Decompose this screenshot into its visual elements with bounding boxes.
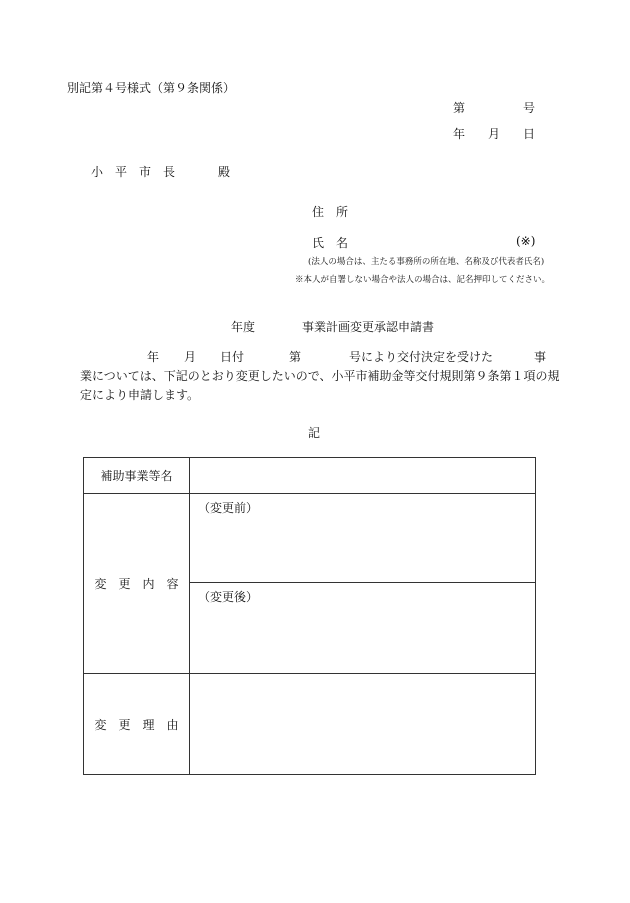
body-number-prefix: 第 (289, 350, 302, 364)
title-fiscal-year: 年度 (231, 320, 256, 334)
body-line-3: 定により申請します。 (80, 388, 200, 402)
corporation-note: (法人の場合は、主たる事務所の所在地、名称及び代表者氏名) (308, 257, 545, 267)
ki-heading: 記 (308, 426, 321, 440)
number-prefix: 第 (453, 101, 466, 115)
change-content-label: 変 更 内 容 (84, 494, 190, 674)
change-after-cell[interactable] (190, 583, 536, 674)
body-decision-text: 号により交付決定を受けた (349, 350, 494, 364)
seal-mark: (※) (516, 234, 536, 248)
address-label: 住 所 (312, 205, 349, 219)
signature-note: ※本人が自署しない場合や法人の場合は、記名押印してください。 (295, 275, 551, 285)
change-after-label: （変更後） (198, 590, 259, 604)
addressee-name: 小 平 市 長 (91, 165, 176, 179)
change-before-label: （変更前） (198, 501, 259, 515)
document-title: 事業計画変更承認申請書 (302, 320, 435, 334)
change-before-cell[interactable] (190, 494, 536, 583)
application-table (83, 457, 536, 775)
body-line-2: 業については、下記のとおり変更したいので、小平市補助金等交付規則第９条第１項の規 (80, 369, 560, 383)
project-name-field[interactable] (190, 458, 536, 494)
body-year: 年 (147, 350, 160, 364)
date-year: 年 (453, 127, 466, 141)
form-number: 別記第４号様式（第９条関係） (67, 81, 236, 95)
body-date: 日付 (220, 350, 245, 364)
addressee-honorific: 殿 (218, 165, 231, 179)
project-name-label: 補助事業等名 (84, 458, 190, 494)
name-label: 氏 名 (312, 236, 349, 250)
change-reason-label: 変 更 理 由 (84, 674, 190, 775)
number-suffix: 号 (523, 101, 536, 115)
date-day: 日 (523, 127, 536, 141)
date-month: 月 (488, 127, 501, 141)
change-reason-field[interactable] (190, 674, 536, 775)
body-project-char: 事 (534, 350, 547, 364)
body-month: 月 (184, 350, 197, 364)
